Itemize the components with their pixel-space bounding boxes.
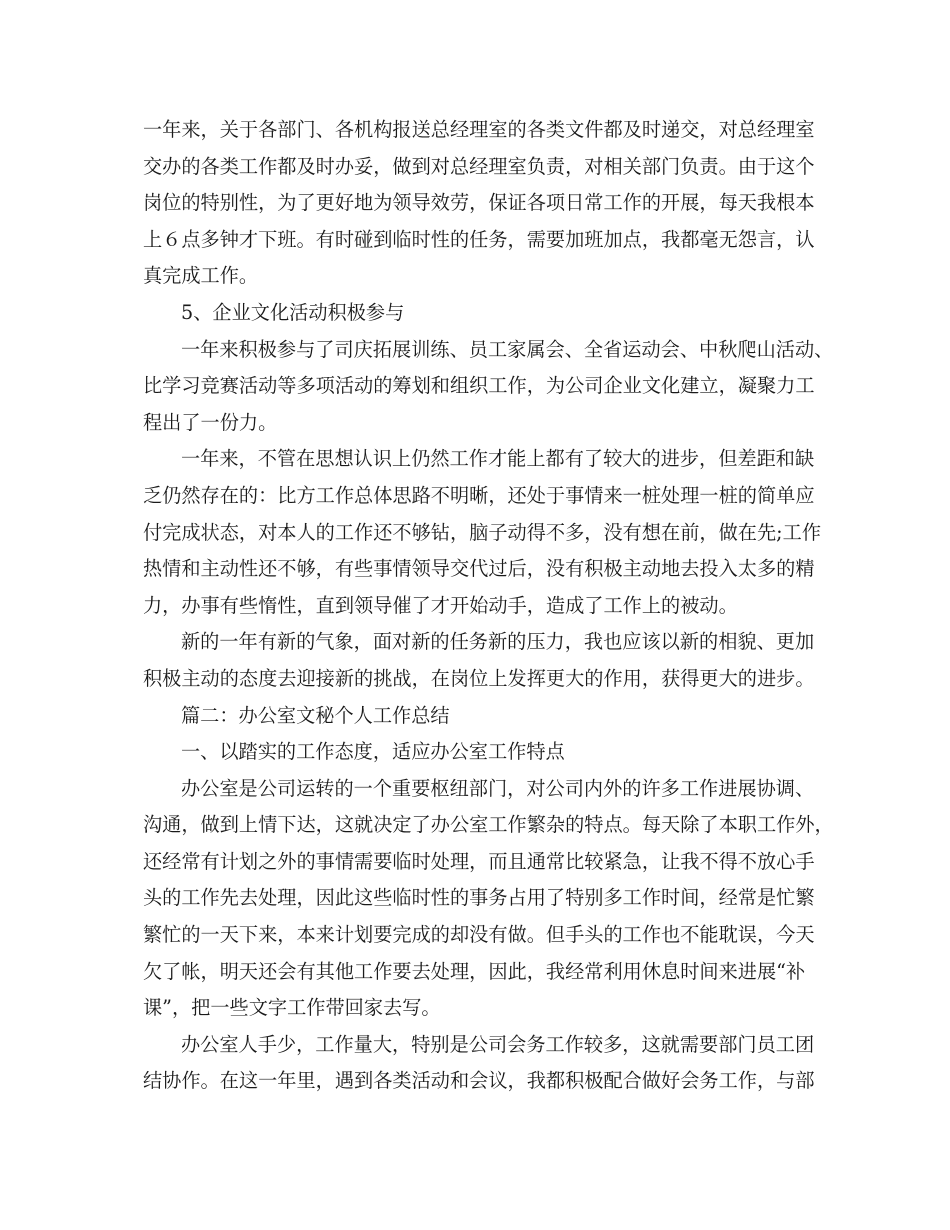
text-line: 繁忙的一天下来，本来计划要完成的却没有做。但手头的工作也不能耽误，今天	[143, 923, 815, 947]
article-heading: 篇二：办公室文秘个人工作总结	[181, 703, 450, 727]
text-line: 欠了帐，明天还会有其他工作要去处理，因此，我经常利用休息时间来进展“补	[143, 959, 806, 983]
text-line: 比学习竞赛活动等多项活动的筹划和组织工作，为公司企业文化建立，凝聚力工	[143, 374, 815, 398]
text-line: 乏仍然存在的：比方工作总体思路不明晰，还处于事情来一桩处理一桩的简单应	[143, 483, 815, 507]
text-line: 程出了一份力。	[143, 410, 278, 434]
text-line: 真完成工作。	[143, 264, 259, 288]
text-line: 交办的各类工作都及时办妥，做到对总经理室负责，对相关部门负责。由于这个	[143, 154, 815, 178]
text-line: 一年来，关于各部门、各机构报送总经理室的各类文件都及时递交，对总经理室	[143, 118, 815, 141]
text-line: 岗位的特别性，为了更好地为领导效劳，保证各项日常工作的开展，每天我根本	[143, 191, 815, 215]
text-line: 上６点多钟才下班。有时碰到临时性的任务，需要加班加点，我都毫无怨言，认	[143, 227, 815, 251]
text-line: 办公室是公司运转的一个重要枢纽部门，对公司内外的许多工作进展协调、	[181, 776, 815, 800]
text-line: 课”，把一些文字工作带回家去写。	[143, 996, 441, 1020]
text-line: 结协作。在这一年里，遇到各类活动和会议，我都积极配合做好会务工作，与部	[143, 1069, 815, 1093]
document-body	[143, 112, 834, 1100]
text-line: 积极主动的态度去迎接新的挑战，在岗位上发挥更大的作用，获得更大的进步。	[143, 666, 815, 690]
text-line: 头的工作先去处理，因此这些临时性的事务占用了特别多工作时间，经常是忙繁	[143, 886, 815, 910]
text-line: 办公室人手少，工作量大，特别是公司会务工作较多，这就需要部门员工团	[181, 1032, 815, 1056]
text-line: 一年来积极参与了司庆拓展训练、员工家属会、全省运动会、中秋爬山活动、	[181, 337, 834, 361]
section-heading: 一、以踏实的工作态度，适应办公室工作特点	[181, 740, 565, 764]
text-line: 沟通，做到上情下达，这就决定了办公室工作繁杂的特点。每天除了本职工作外，	[143, 813, 834, 837]
text-line: 一年来，不管在思想认识上仍然工作才能上都有了较大的进步，但差距和缺	[181, 447, 815, 471]
text-line: 热情和主动性还不够，有些事情领导交代过后，没有积极主动地去投入太多的精	[143, 557, 815, 581]
text-line: 付完成状态，对本人的工作还不够钻，脑子动得不多，没有想在前，做在先;工作	[143, 520, 822, 544]
section-heading: 5、企业文化活动积极参与	[181, 300, 405, 324]
text-line: 还经常有计划之外的事情需要临时处理，而且通常比较紧急，让我不得不放心手	[143, 849, 815, 873]
text-line: 新的一年有新的气象，面对新的任务新的压力，我也应该以新的相貌、更加	[181, 630, 815, 654]
text-line: 力，办事有些惰性，直到领导催了才开始动手，造成了工作上的被动。	[143, 593, 738, 617]
